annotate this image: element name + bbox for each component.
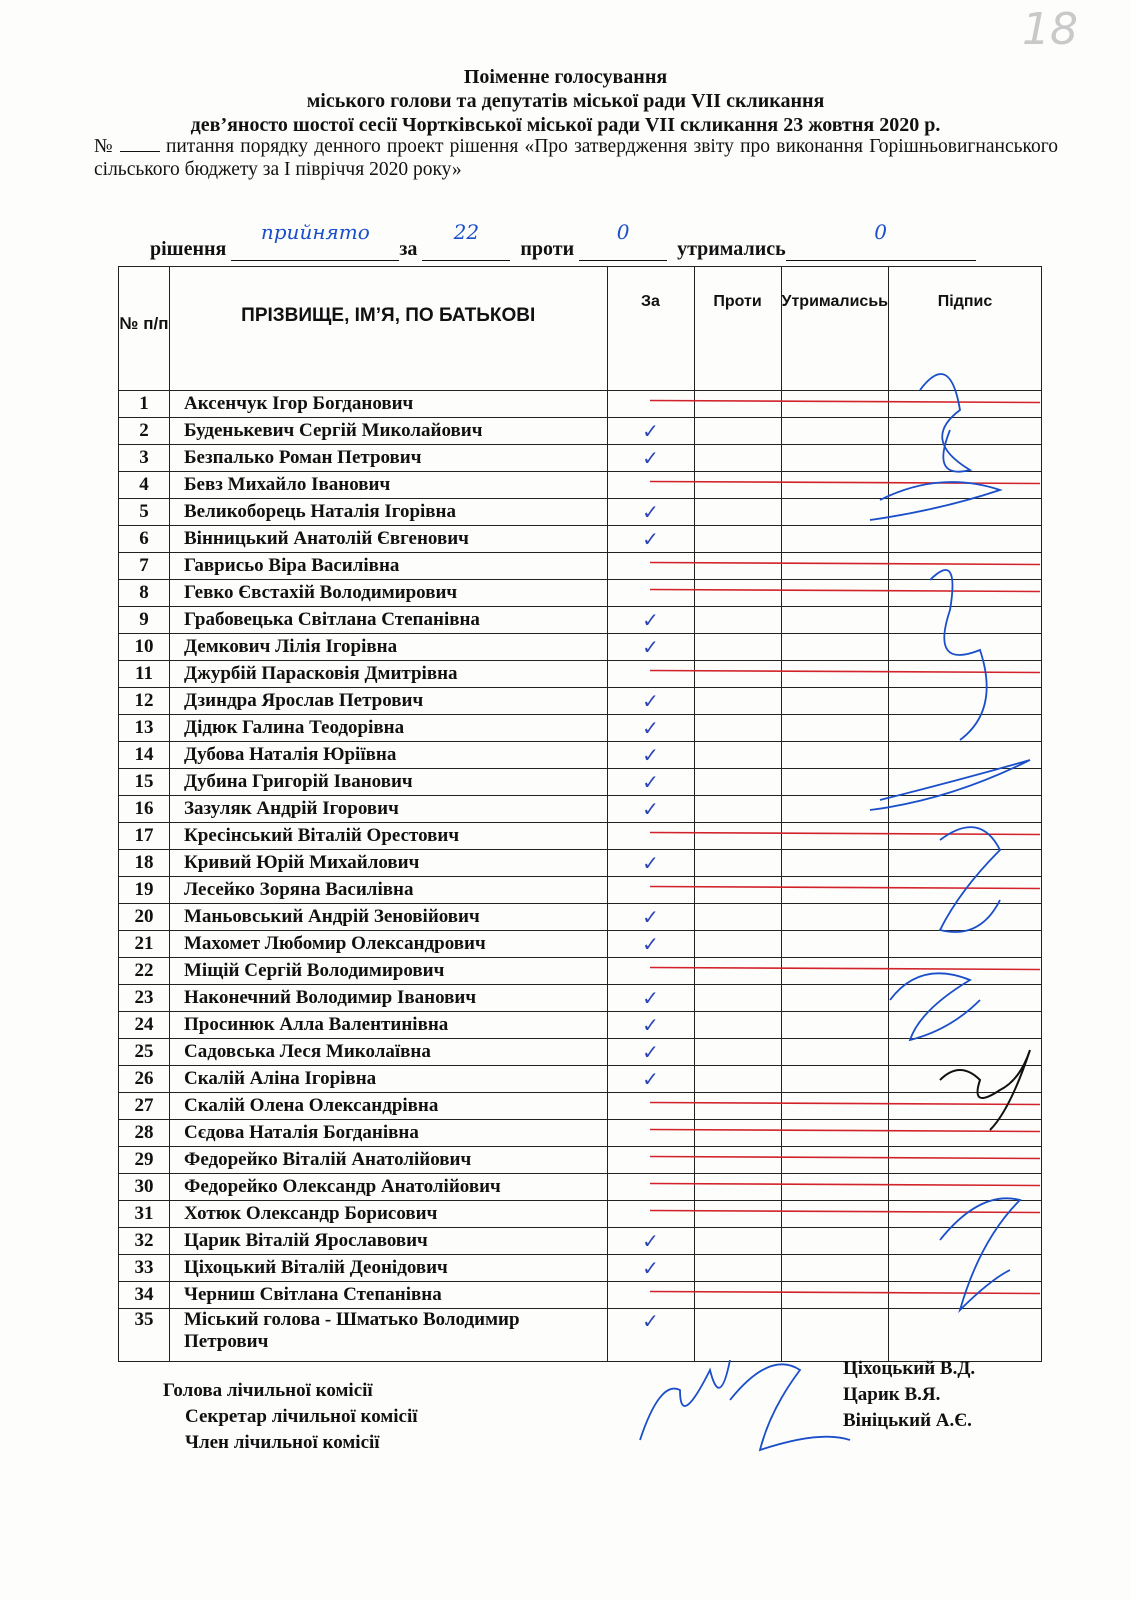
row-number: 30 [119,1174,170,1201]
vote-for-mark: ✓ [607,1255,694,1282]
deputy-name: Махомет Любомир Олександрович [170,931,608,958]
vote-for-mark: ✓ [607,418,694,445]
row-number: 13 [119,715,170,742]
row-number: 21 [119,931,170,958]
strike-line [650,1184,1040,1186]
row-number: 28 [119,1120,170,1147]
vote-for-mark: ✓ [607,850,694,877]
vote-for-mark: ✓ [607,688,694,715]
vote-for-mark: ✓ [607,1039,694,1066]
vote-for-mark: ✓ [607,931,694,958]
vote-for-mark: ✓ [607,1066,694,1093]
header-for: За [607,267,694,391]
page-number: 18 [1022,4,1078,55]
strike-line [650,1211,1040,1213]
header-against: Проти [694,267,781,391]
signature-scribble-4 [870,760,1030,810]
deputy-name: Дзиндра Ярослав Петрович [170,688,608,715]
strike-line [650,1157,1040,1159]
row-number: 17 [119,823,170,850]
deputy-name: Зазуляк Андрій Ігорович [170,796,608,823]
deputy-name: Джурбій Парасковія Дмитрівна [170,661,608,688]
row-number: 16 [119,796,170,823]
chair-label: Голова лічильної комісії [163,1380,373,1401]
row-number: 8 [119,580,170,607]
deputy-name: Грабовецька Світлана Степанівна [170,607,608,634]
strike-line [650,563,1040,565]
strike-line [650,1292,1040,1294]
header-title: Поіменне голосування [463,66,668,88]
decision-label: рішення [150,238,227,260]
signature-marks [640,374,1030,1450]
signature-scribble-2 [870,482,1000,520]
chair-name: Ціхоцький В.Д. [843,1358,976,1379]
abstain-label: утримались [677,238,786,260]
abstain-count: 0 [874,220,888,244]
row-number: 19 [119,877,170,904]
row-number: 32 [119,1228,170,1255]
deputy-name: Садовська Леся Миколаївна [170,1039,608,1066]
vote-for-mark: ✓ [607,742,694,769]
row-number: 3 [119,445,170,472]
row-number: 20 [119,904,170,931]
row-number: 31 [119,1201,170,1228]
row-number: 33 [119,1255,170,1282]
deputy-name: Федорейко Олександр Анатолійович [170,1174,608,1201]
deputy-name: Сєдова Наталія Богданівна [170,1120,608,1147]
vote-for-mark: ✓ [607,1228,694,1255]
vote-for-mark: ✓ [607,445,694,472]
header-abstain: Утрималисьь [781,267,889,391]
secretary-label: Секретар лічильної комісії [185,1406,418,1427]
deputy-name: Міський голова - Шматько Володимир Петрович [170,1309,608,1362]
member-name: Вініцький А.Є. [843,1410,972,1431]
strike-line [650,1130,1040,1132]
row-number: 23 [119,985,170,1012]
deputy-name: Федорейко Віталій Анатолійович [170,1147,608,1174]
against-count: 0 [616,220,630,244]
question-number-sign: № [94,136,114,157]
signature-scribble-5 [940,827,1000,932]
row-number: 29 [119,1147,170,1174]
deputy-name: Лесейко Зоряна Василівна [170,877,608,904]
against-label: проти [520,238,575,260]
row-number: 18 [119,850,170,877]
row-number: 6 [119,526,170,553]
deputy-name: Великоборець Наталія Ігорівна [170,499,608,526]
question-text: питання порядку денного проект рішення «Про затвердження звіту про виконання Горішньовигнанського сільського бюджету за І півріччя 2020 року» [94,136,1058,180]
deputy-name: Просинюк Алла Валентинівна [170,1012,608,1039]
strike-lines [650,401,1040,1294]
strike-line [650,968,1040,970]
vote-for-mark: ✓ [607,1309,694,1362]
black-signature [940,1050,1030,1130]
vote-for-mark: ✓ [607,769,694,796]
signature-scribble-3 [930,570,987,740]
strike-line [650,590,1040,592]
vote-for-mark: ✓ [607,904,694,931]
deputy-name: Міщій Сергій Володимирович [170,958,608,985]
row-number: 1 [119,391,170,418]
black-signature-path [940,1050,1030,1130]
deputy-name: Наконечний Володимир Іванович [170,985,608,1012]
row-number: 5 [119,499,170,526]
vote-for-mark: ✓ [607,526,694,553]
header-num: № п/п [119,267,170,391]
deputy-name: Хотюк Олександр Борисович [170,1201,608,1228]
row-number: 26 [119,1066,170,1093]
row-number: 34 [119,1282,170,1309]
deputy-name: Ціхоцький Віталій Деонідович [170,1255,608,1282]
secretary-name: Царик В.Я. [843,1384,941,1405]
row-number: 22 [119,958,170,985]
vote-for-mark: ✓ [607,715,694,742]
deputy-name: Скалій Олена Олександрівна [170,1093,608,1120]
deputy-name: Черниш Світлана Степанівна [170,1282,608,1309]
row-number: 25 [119,1039,170,1066]
for-count: 22 [453,220,480,244]
signature-scribble-6 [890,973,980,1040]
deputy-name: Кривий Юрій Михайлович [170,850,608,877]
row-number: 9 [119,607,170,634]
signature-scribble-9 [730,1364,850,1450]
deputy-name: Гевко Євстахій Володимирович [170,580,608,607]
strike-line [650,401,1040,403]
row-number: 35 [119,1309,170,1362]
deputy-name: Демкович Лілія Ігорівна [170,634,608,661]
row-number: 15 [119,769,170,796]
header-signature: Підпис [889,267,1042,391]
strike-line [650,1103,1040,1105]
deputy-name: Царик Віталій Ярославович [170,1228,608,1255]
for-label: за [399,238,418,260]
member-label: Член лічильної комісії [185,1432,380,1453]
deputy-name: Безпалько Роман Петрович [170,445,608,472]
deputy-name: Бевз Михайло Іванович [170,472,608,499]
row-number: 7 [119,553,170,580]
strike-line [650,833,1040,835]
vote-for-mark: ✓ [607,607,694,634]
row-number: 24 [119,1012,170,1039]
row-number: 12 [119,688,170,715]
header-name: ПРІЗВИЩЕ, ІМ’Я, ПО БАТЬКОВІ [170,267,608,391]
deputy-name: Скалій Аліна Ігорівна [170,1066,608,1093]
deputy-name: Дубова Наталія Юріївна [170,742,608,769]
strike-line [650,482,1040,484]
vote-for-mark: ✓ [607,499,694,526]
row-number: 11 [119,661,170,688]
row-number: 2 [119,418,170,445]
deputy-name: Маньовський Андрій Зеновійович [170,904,608,931]
deputy-name: Дідюк Галина Теодорівна [170,715,608,742]
deputy-name: Дубина Григорій Іванович [170,769,608,796]
row-number: 27 [119,1093,170,1120]
strike-line [650,887,1040,889]
row-number: 10 [119,634,170,661]
deputy-name: Гаврисьо Віра Василівна [170,553,608,580]
vote-for-mark: ✓ [607,985,694,1012]
vote-for-mark: ✓ [607,1012,694,1039]
deputy-name: Буденькевич Сергій Миколайович [170,418,608,445]
deputy-name: Вінницький Анатолій Євгенович [170,526,608,553]
signature-scribble-1 [920,374,970,472]
header-subtitle: міського голови та депутатів міської ради VII скликання [306,90,825,112]
strike-line [650,671,1040,673]
decision-result: прийнято [260,220,370,244]
vote-for-mark: ✓ [607,796,694,823]
row-number: 4 [119,472,170,499]
signature-scribble-8 [640,1360,730,1440]
deputy-name: Кресінський Віталій Орестович [170,823,608,850]
row-number: 14 [119,742,170,769]
deputy-name: Аксенчук Ігор Богданович [170,391,608,418]
header-session: дев’яносто шостої сесії Чортківської міської ради VII скликання 23 жовтня 2020 р. [190,114,941,136]
vote-for-mark: ✓ [607,634,694,661]
